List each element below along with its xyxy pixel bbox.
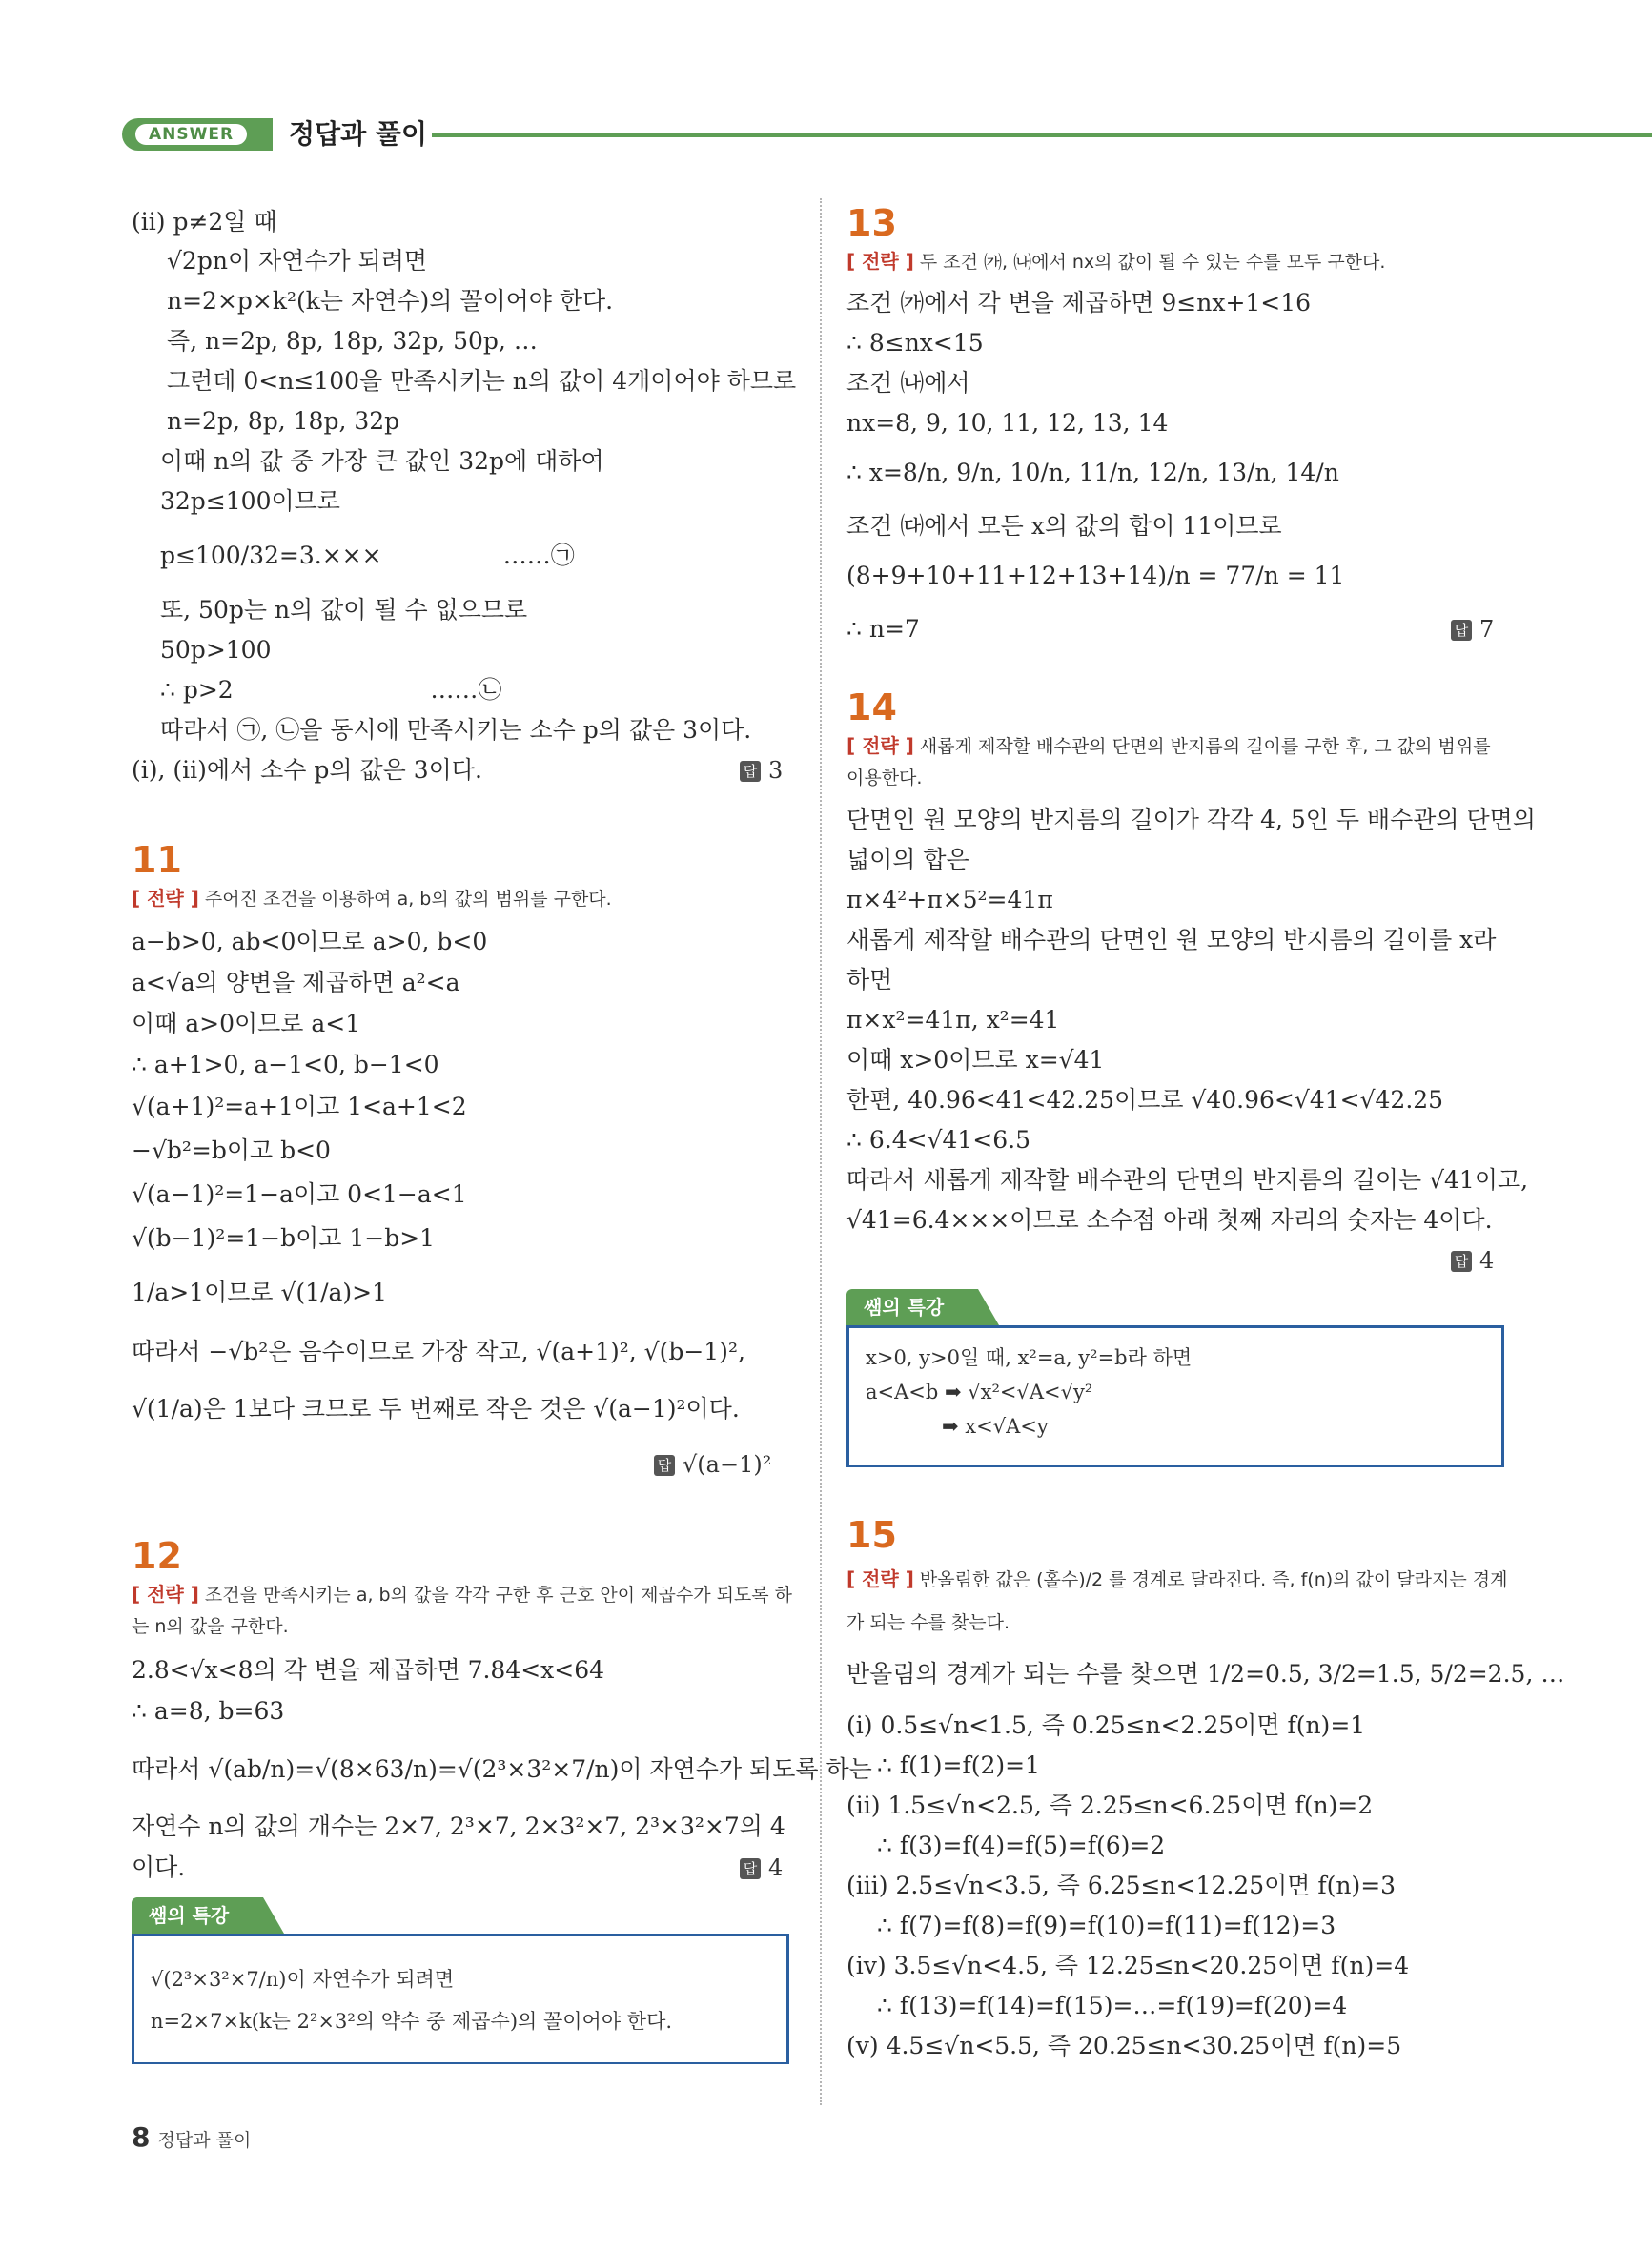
text-line: 조건 ㈏에서 <box>846 369 970 397</box>
text-line: n=2p, 8p, 18p, 32p <box>167 407 400 435</box>
text-line: π×4²+π×5²=41π <box>846 886 1053 913</box>
strategy-text: 반올림한 값은 (홀수)/2 를 경계로 달라진다. 즉, f(n)의 값이 달라지는 경계 <box>919 1569 1508 1590</box>
question-number: 11 <box>132 839 182 881</box>
text-line: 32p≤100이므로 <box>160 487 340 515</box>
answer-mark <box>1451 1247 1494 1274</box>
tip-frame <box>132 1934 789 2064</box>
footer-title: 정답과 풀이 <box>157 2130 252 2151</box>
text-line: ∴ f(13)=f(14)=f(15)=…=f(19)=f(20)=4 <box>877 1992 1348 2019</box>
text-line: √2pn이 자연수가 되려면 <box>167 247 428 275</box>
text-line: √(b−1)²=1−b이고 1−b>1 <box>132 1224 436 1252</box>
answer-mark <box>1451 616 1494 643</box>
text-line: √(1/a)은 1보다 크므로 두 번째로 작은 것은 √(a−1)²이다. <box>132 1395 740 1423</box>
answer-icon: 답 <box>1451 1251 1472 1272</box>
question-number: 15 <box>846 1514 897 1556</box>
text-line: 그런데 0<n≤100을 만족시키는 n의 값이 4개이어야 하므로 <box>167 367 797 395</box>
text-line: π×x²=41π, x²=41 <box>846 1006 1060 1034</box>
text-line: ∴ f(3)=f(4)=f(5)=f(6)=2 <box>877 1832 1166 1859</box>
text-line: (8+9+10+11+12+13+14)/n = 77/n = 11 <box>846 562 1345 589</box>
text-line: p≤100/32=3.××× ……㉠ <box>160 542 575 569</box>
text-line: −√b²=b이고 b<0 <box>132 1137 331 1164</box>
question-number: 12 <box>132 1535 182 1577</box>
text-line: ∴ f(1)=f(2)=1 <box>877 1751 1040 1779</box>
tip-line: a<A<b ➡ √x²<√A<√y² <box>866 1381 1093 1403</box>
text-line: ∴ a+1>0, a−1<0, b−1<0 <box>132 1051 439 1078</box>
answer-value: 4 <box>768 1854 784 1881</box>
text-line: (ⅱ) 1.5≤√n<2.5, 즉 2.25≤n<6.25이면 f(n)=2 <box>846 1792 1374 1819</box>
text-line: √(a+1)²=a+1이고 1<a+1<2 <box>132 1093 467 1120</box>
header-rule <box>432 133 1652 137</box>
text-line: 조건 ㈎에서 각 변을 제곱하면 9≤nx+1<16 <box>846 289 1312 317</box>
tip-line: n=2×7×k(k는 2²×3²의 약수 중 제곱수)의 꼴이어야 한다. <box>151 2010 673 2033</box>
tip-line: x>0, y>0일 때, x²=a, y²=b라 하면 <box>866 1346 1193 1369</box>
text-line: 이때 n의 값 중 가장 큰 값인 32p에 대하여 <box>160 447 604 475</box>
tip-line: ➡ x<√A<y <box>942 1415 1049 1438</box>
strategy-text: 조건을 만족시키는 a, b의 값을 각각 구한 후 근호 안이 제곱수가 되도록 하 <box>204 1585 793 1606</box>
page-header <box>122 116 1652 154</box>
answer-mark <box>740 757 783 784</box>
text-line: nx=8, 9, 10, 11, 12, 13, 14 <box>846 409 1169 437</box>
answer-value: 7 <box>1479 616 1495 643</box>
answer-icon: 답 <box>740 761 761 782</box>
strategy-text: 는 n의 값을 구한다. <box>132 1616 289 1637</box>
answer-icon: 답 <box>740 1858 761 1879</box>
text-line: ∴ x=8/n, 9/n, 10/n, 11/n, 12/n, 13/n, 14/n <box>846 459 1339 486</box>
text-line: 2.8<√x<8의 각 변을 제곱하면 7.84<x<64 <box>132 1656 605 1684</box>
text-line: a<√a의 양변을 제곱하면 a²<a <box>132 969 460 996</box>
text-line: (ⅰ) 0.5≤√n<1.5, 즉 0.25≤n<2.25이면 f(n)=1 <box>846 1711 1366 1739</box>
strategy-text: 새롭게 제작할 배수관의 단면의 반지름의 길이를 구한 후, 그 값의 범위를 <box>919 736 1491 757</box>
tip-title: 쌤의 특강 <box>132 1897 263 1934</box>
answer-value: 3 <box>768 757 784 784</box>
text-line: a−b>0, ab<0이므로 a>0, b<0 <box>132 928 488 955</box>
answer-mark <box>740 1854 783 1881</box>
answer-icon: 답 <box>654 1455 675 1476</box>
page-number: 8 <box>132 2121 151 2153</box>
text-line: 1/a>1이므로 √(1/a)>1 <box>132 1279 388 1306</box>
text-line: 이때 x>0이므로 x=√41 <box>846 1046 1105 1074</box>
text-line: 하면 <box>846 966 893 993</box>
strategy-label: [ 전략 ] <box>846 734 914 757</box>
strategy-text: 이용한다. <box>846 768 923 789</box>
text-line: (ⅰ), (ⅱ)에서 소수 p의 값은 3이다. <box>132 756 482 784</box>
text-line: 따라서 ㉠, ㉡을 동시에 만족시키는 소수 p의 값은 3이다. <box>160 716 752 744</box>
text-line: ∴ a=8, b=63 <box>132 1697 285 1725</box>
tip-box <box>846 1289 1504 1470</box>
tip-box <box>132 1897 789 2067</box>
text-line: ∴ n=7 <box>846 615 920 643</box>
text-line: ∴ p>2 ……㉡ <box>160 676 502 704</box>
strategy-label: [ 전략 ] <box>132 887 199 910</box>
strategy-text: 가 되는 수를 찾는다. <box>846 1612 1010 1633</box>
question-number: 14 <box>846 686 897 728</box>
strategy-text: 두 조건 ㈎, ㈏에서 nx의 값이 될 수 있는 수를 모두 구한다. <box>919 252 1386 273</box>
text-line: 단면인 원 모양의 반지름의 길이가 각각 4, 5인 두 배수관의 단면의 <box>846 806 1536 833</box>
strategy <box>132 1579 792 1610</box>
text-line: 즉, n=2p, 8p, 18p, 32p, 50p, … <box>167 327 538 355</box>
text-line: 새롭게 제작할 배수관의 단면인 원 모양의 반지름의 길이를 x라 <box>846 926 1497 953</box>
text-line: 넓이의 합은 <box>846 846 969 873</box>
text-line: ∴ 8≤nx<15 <box>846 329 984 357</box>
text-line: 한편, 40.96<41<42.25이므로 √40.96<√41<√42.25 <box>846 1086 1444 1114</box>
text-line: (ⅱ) p≠2일 때 <box>132 208 277 236</box>
text-line: √41=6.4×××이므로 소수점 아래 첫째 자리의 숫자는 4이다. <box>846 1206 1493 1234</box>
text-line: ∴ 6.4<√41<6.5 <box>846 1126 1031 1154</box>
page-footer <box>132 2121 251 2153</box>
text-line: (ⅴ) 4.5≤√n<5.5, 즉 20.25≤n<30.25이면 f(n)=5 <box>846 2032 1402 2059</box>
text-line: 이때 a>0이므로 a<1 <box>132 1010 361 1037</box>
strategy <box>846 730 1491 762</box>
strategy-label: [ 전략 ] <box>846 250 914 273</box>
strategy-text: 주어진 조건을 이용하여 a, b의 값의 범위를 구한다. <box>204 889 612 910</box>
answer-mark <box>654 1451 771 1478</box>
answer-value: √(a−1)² <box>683 1451 772 1478</box>
text-line: 반올림의 경계가 되는 수를 찾으면 1/2=0.5, 3/2=1.5, 5/2=2.5, … <box>846 1660 1565 1688</box>
header-title: 정답과 풀이 <box>289 118 427 150</box>
text-line: (ⅲ) 2.5≤√n<3.5, 즉 6.25≤n<12.25이면 f(n)=3 <box>846 1872 1397 1899</box>
text-line: n=2×p×k²(k는 자연수)의 꼴이어야 한다. <box>167 287 614 315</box>
text-line: 따라서 −√b²은 음수이므로 가장 작고, √(a+1)², √(b−1)², <box>132 1338 745 1365</box>
text-line: ∴ f(7)=f(8)=f(9)=f(10)=f(11)=f(12)=3 <box>877 1912 1336 1939</box>
question-number: 13 <box>846 202 897 244</box>
answer-badge: ANSWER <box>135 124 247 145</box>
strategy <box>132 883 612 914</box>
answer-value: 4 <box>1479 1247 1495 1274</box>
tip-line: √(2³×3²×7/n)이 자연수가 되려면 <box>151 1968 455 1991</box>
text-line: √(a−1)²=1−a이고 0<1−a<1 <box>132 1180 467 1208</box>
text-line: 따라서 √(ab/n)=√(8×63/n)=√(2³×3²×7/n)이 자연수가 되도록 하는 <box>132 1755 872 1783</box>
strategy-label: [ 전략 ] <box>846 1567 914 1590</box>
tip-title: 쌤의 특강 <box>846 1289 978 1325</box>
answer-icon: 답 <box>1451 620 1472 641</box>
strategy <box>846 246 1385 277</box>
text-line: 조건 ㈐에서 모든 x의 값의 합이 11이므로 <box>846 512 1282 540</box>
text-line: (ⅳ) 3.5≤√n<4.5, 즉 12.25≤n<20.25이면 f(n)=4 <box>846 1952 1410 1979</box>
text-line: 따라서 새롭게 제작할 배수관의 단면의 반지름의 길이는 √41이고, <box>846 1166 1529 1194</box>
strategy <box>846 1564 1507 1595</box>
text-line: 50p>100 <box>160 636 272 664</box>
text-line: 또, 50p는 n의 값이 될 수 없으므로 <box>160 596 528 624</box>
text-line: 자연수 n의 값의 개수는 2×7, 2³×7, 2×3²×7, 2³×3²×7의 4 <box>132 1813 785 1840</box>
text-line: 이다. <box>132 1854 186 1881</box>
column-divider <box>820 198 823 2105</box>
strategy-label: [ 전략 ] <box>132 1583 199 1606</box>
